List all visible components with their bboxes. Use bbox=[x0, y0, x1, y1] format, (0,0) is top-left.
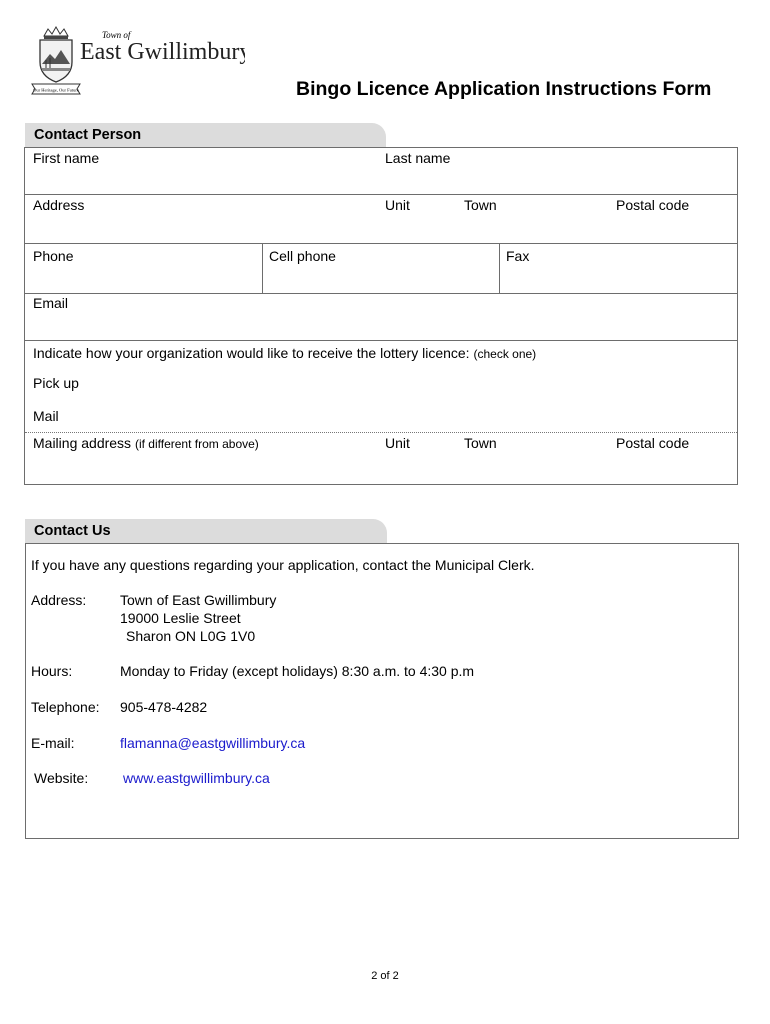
phone-label: Phone bbox=[33, 248, 74, 264]
address-line-2: 19000 Leslie Street bbox=[120, 610, 241, 626]
contact-person-tab bbox=[25, 123, 386, 147]
logo-name: East Gwillimbury bbox=[80, 39, 245, 65]
page-title: Bingo Licence Application Instructions Form bbox=[296, 78, 712, 100]
contact-person-heading: Contact Person bbox=[34, 127, 142, 143]
last-name-label: Last name bbox=[385, 150, 451, 166]
mailing-address-note: (if different from above) bbox=[134, 437, 259, 451]
address-line-3: Sharon ON L0G 1V0 bbox=[126, 628, 256, 644]
unit-label: Unit bbox=[385, 197, 410, 213]
mailing-address-text: Mailing address bbox=[33, 435, 132, 451]
telephone-value: 905-478-4282 bbox=[120, 699, 208, 715]
email-label: Email bbox=[33, 295, 69, 311]
hours-heading: Hours: bbox=[31, 663, 73, 679]
email-link[interactable]: flamanna@eastgwillimbury.ca bbox=[120, 735, 306, 751]
telephone-heading: Telephone: bbox=[31, 699, 100, 715]
page-number: 2 of 2 bbox=[371, 970, 399, 982]
mailing-unit-label: Unit bbox=[385, 435, 410, 451]
address-line-1: Town of East Gwillimbury bbox=[120, 592, 277, 608]
postal-code-label: Postal code bbox=[616, 197, 690, 213]
pick-up-option[interactable]: Pick up bbox=[33, 375, 79, 391]
logo-ribbon-text: Our Heritage, Our Future bbox=[33, 87, 79, 93]
licence-question-note: (check one) bbox=[473, 347, 537, 361]
town-crest-icon bbox=[30, 24, 245, 102]
mailing-postal-code-label: Postal code bbox=[616, 435, 690, 451]
licence-question-text: Indicate how your organization would like to receive the lottery licence: bbox=[33, 345, 470, 361]
email-heading: E-mail: bbox=[31, 735, 75, 751]
website-link[interactable]: www.eastgwillimbury.ca bbox=[123, 770, 270, 786]
address-label: Address bbox=[33, 197, 85, 213]
town-logo bbox=[30, 24, 245, 102]
hours-value: Monday to Friday (except holidays) 8:30 a.m. to 4:30 p.m bbox=[120, 663, 475, 679]
website-heading: Website: bbox=[34, 770, 89, 786]
mail-option[interactable]: Mail bbox=[33, 408, 59, 424]
mailing-town-label: Town bbox=[464, 435, 497, 451]
town-label: Town bbox=[464, 197, 497, 213]
contact-us-tab bbox=[25, 519, 387, 543]
first-name-label: First name bbox=[33, 150, 100, 166]
fax-label: Fax bbox=[506, 248, 530, 264]
logo-top-text: Town of bbox=[102, 30, 131, 40]
licence-question bbox=[33, 345, 536, 361]
contact-intro: If you have any questions regarding your application, contact the Municipal Clerk. bbox=[31, 557, 535, 573]
address-heading: Address: bbox=[31, 592, 87, 608]
contact-person-form bbox=[24, 147, 738, 485]
mailing-address-label bbox=[33, 435, 259, 451]
contact-us-box bbox=[25, 543, 739, 839]
contact-us-heading: Contact Us bbox=[34, 523, 111, 539]
cell-phone-label: Cell phone bbox=[269, 248, 336, 264]
